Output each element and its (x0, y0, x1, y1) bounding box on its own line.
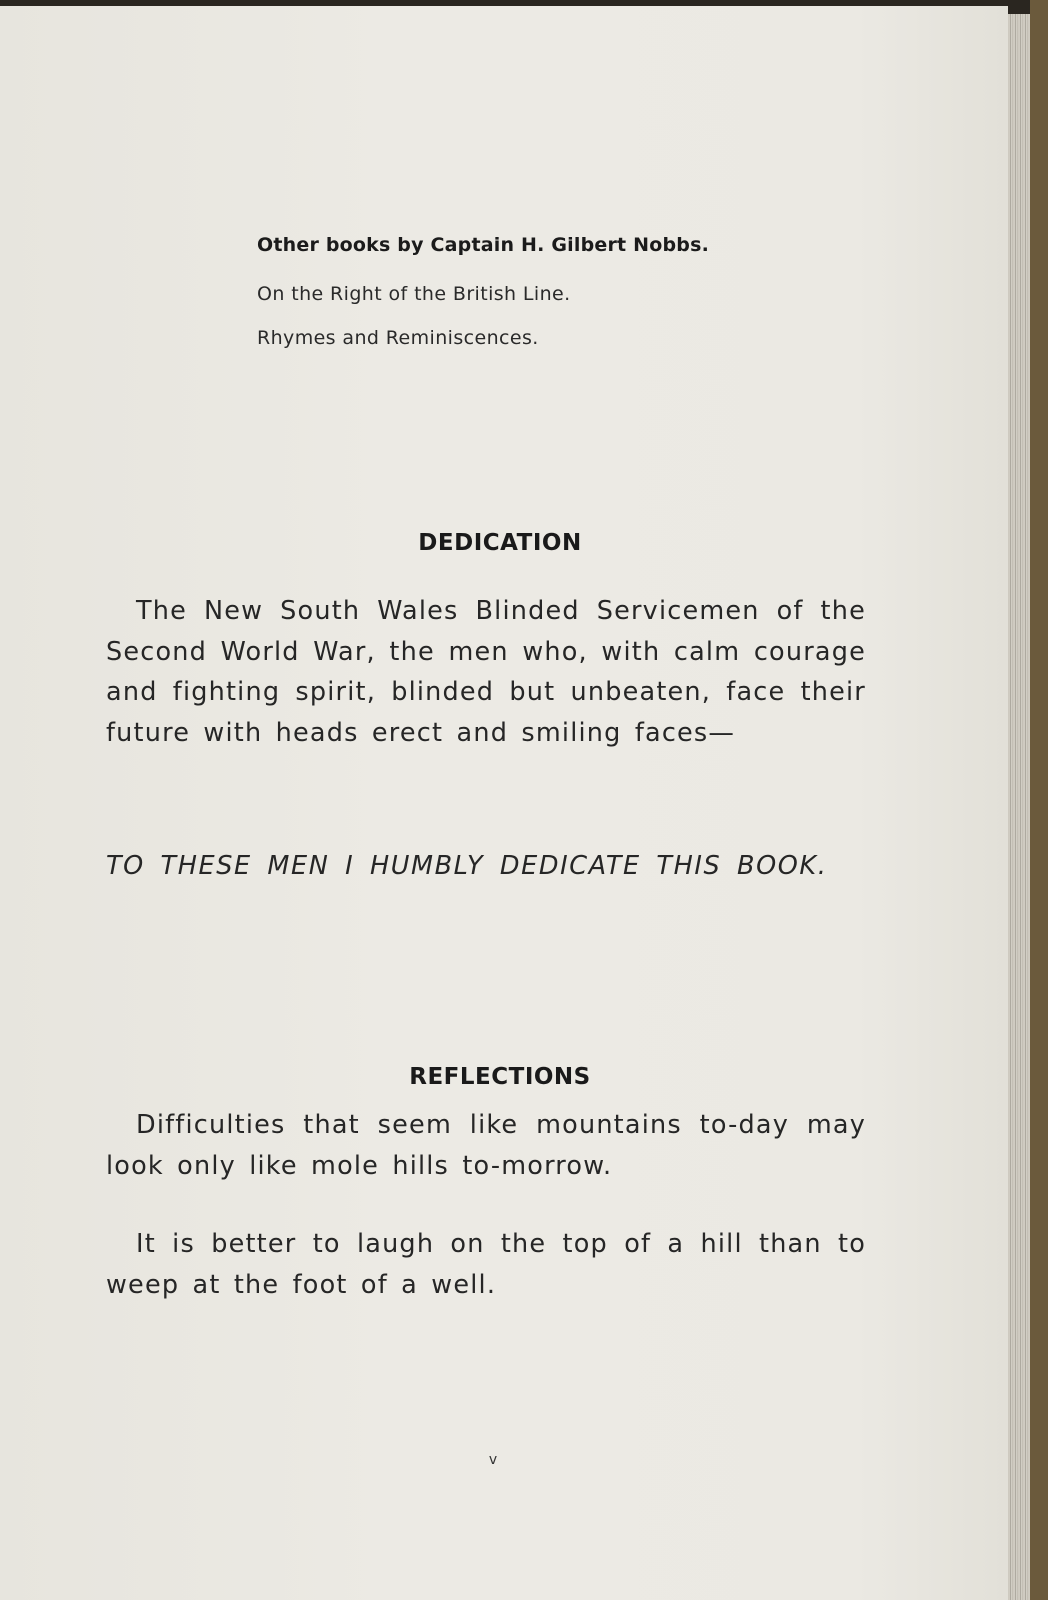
book-page (0, 6, 1008, 1600)
other-books-section (257, 234, 817, 360)
dedication-heading: DEDICATION (418, 530, 582, 556)
book-spine-edge (1030, 0, 1048, 1600)
reflections-heading: REFLECTIONS (409, 1064, 591, 1090)
book-list (257, 272, 817, 360)
page-number: v (488, 1452, 498, 1468)
dedication-closing: TO THESE MEN I HUMBLY DEDICATE THIS BOOK. (106, 851, 828, 881)
reflection-paragraph: Difficulties that seem like mountains to-day may look only like mole hills to-morrow. (106, 1110, 866, 1181)
book-title: On the Right of the British Line. (257, 283, 571, 305)
other-books-heading: Other books by Captain H. Gilbert Nobbs. (257, 234, 710, 256)
reflection-paragraph: It is better to laugh on the top of a hill than to weep at the foot of a well. (106, 1229, 866, 1300)
book-title: Rhymes and Reminiscences. (257, 327, 539, 349)
dedication-text: The New South Wales Blinded Servicemen of the Second World War, the men who, with calm courage and fighting spirit, blinded but unbeaten, face their future with heads erect and smiling faces— (106, 596, 866, 748)
page-stack-edge (1006, 14, 1030, 1600)
